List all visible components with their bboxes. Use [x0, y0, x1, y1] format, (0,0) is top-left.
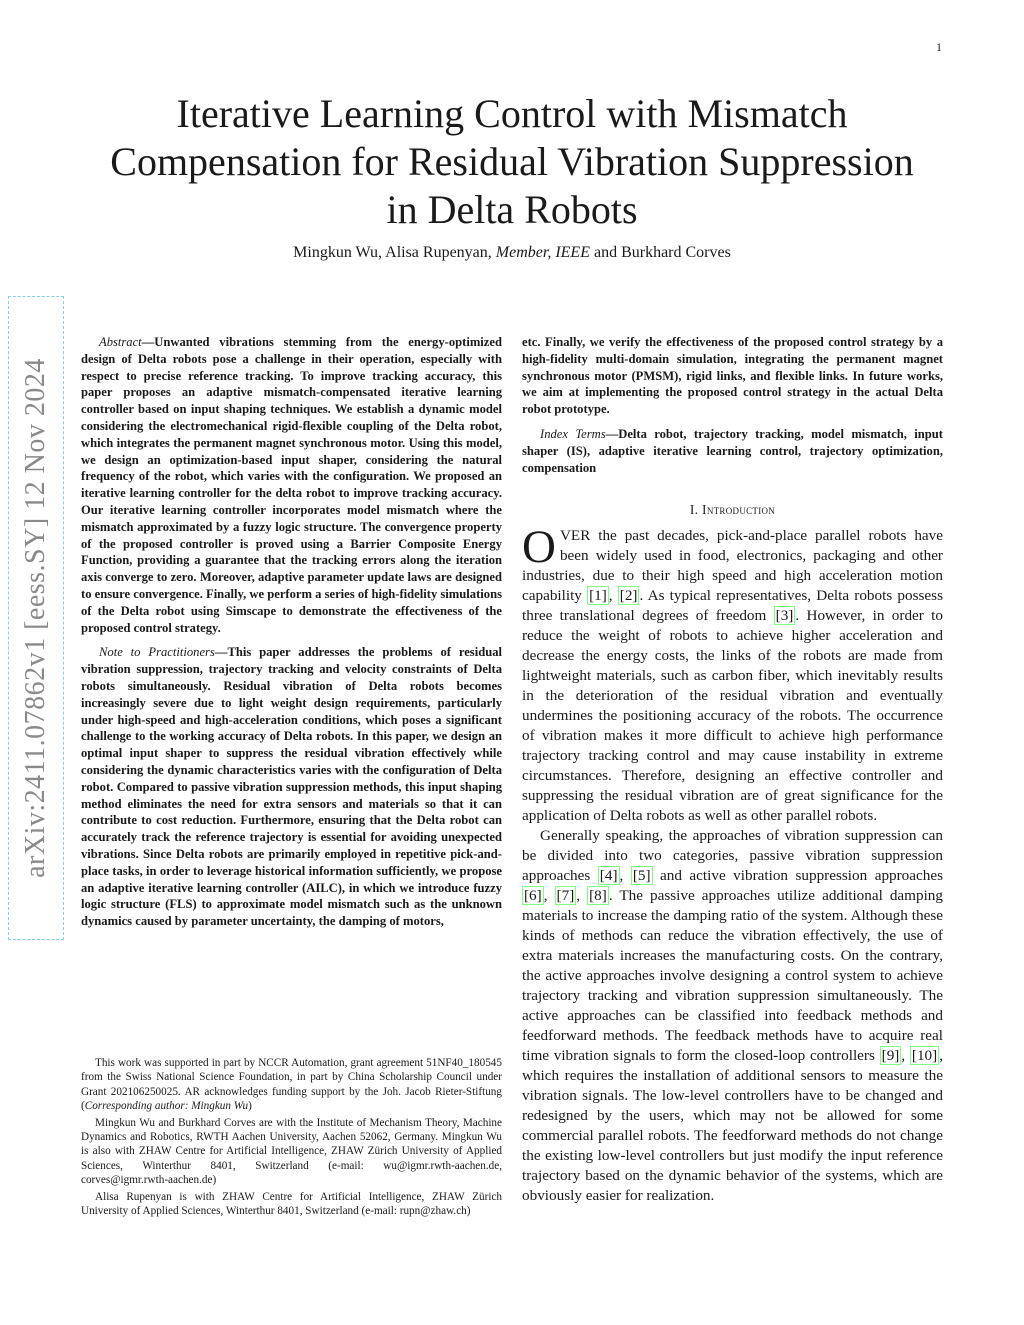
- citation-link[interactable]: [10]: [911, 1047, 938, 1065]
- index-terms: [522, 426, 943, 476]
- paragraph-text: . The passive approaches utilize additional damping materials to increase the damping ratio of the system. Although these kinds of methods can reduce the vibration effectively, the use of extra materials increases the manufacturing costs. On the contrary, the active approaches involve designing a control system to achieve trajectory tracking and vibration suppression simultaneously. The active approaches can be classified into feedback methods and feedforward methods. The feedback methods have to acquire real time vibration signals to form the closed-loop controllers: [522, 887, 943, 1065]
- citation-link[interactable]: [2]: [619, 587, 638, 605]
- citation-link[interactable]: [7]: [556, 887, 575, 905]
- intro-paragraph-2: [522, 826, 943, 1206]
- citation-link[interactable]: [9]: [881, 1047, 900, 1065]
- paper-title: [80, 90, 944, 234]
- title-line: Compensation for Residual Vibration Suppression: [110, 139, 914, 184]
- footnote-affiliation-2: Alisa Rupenyan is with ZHAW Centre for Artificial Intelligence, ZHAW Zürich University of Applied Sciences, Winterthur 8401, Switzerland (e-mail: rupn@zhaw.ch): [81, 1190, 502, 1218]
- abstract-label: Abstract: [99, 335, 142, 349]
- funding-text: This work was supported in part by NCCR Automation, grant agreement 51NF40_180545 from the Swiss National Science Foundation, in part by China Scholarship Council under Grant 202106250025. AR acknowledges funding support by the Joh. Jacob Rieter-Stiftung (: [81, 1057, 502, 1113]
- page-number: 1: [936, 40, 942, 54]
- authors-membership: Member, IEEE: [495, 244, 590, 261]
- footnote-affiliation-1: Mingkun Wu and Burkhard Corves are with the Institute of Mechanism Theory, Machine Dynamics and Robotics, RWTH Aachen University, Aachen 52062, Germany. Mingkun Wu is also with ZHAW Centre for Artificial Intelligence, ZHAW Zürich University of Applied Sciences, Winterthur 8401, Switzerland (e-mail: wu@igmr.rwth-aachen.de, corves@igmr.rwth-aachen.de): [81, 1116, 502, 1187]
- index-terms-label: Index Terms: [540, 426, 606, 441]
- paragraph-text: and active vibration suppression approaches: [652, 867, 944, 885]
- paragraph-text: ,: [576, 887, 588, 905]
- note-text: —This paper addresses the problems of residual vibration suppression, trajectory tracking and velocity constraints of Delta robots simultaneously. Residual vibration of Delta robots becomes increasingly severe due to light weight design requirements, particularly under high-speed and high-acceleration conditions, which poses a significant challenge to the working accuracy of Delta robots. In this paper, we design an optimal input shaper to suppress the residual vibration effectively while considering the dynamic characteristics varies with the configuration of Delta robot. Compared to passive vibration suppression methods, this input shaping method eliminates the need for extra sensors and materials so that it can contribute to cost reduction. Furthermore, ensuring that the Delta robot can accurately track the reference trajectory is essential for avoiding unexpected vibrations. Since Delta robots are primarily employed in repetitive pick-and-place tasks, in order to leverage historical information sufficiently, we propose an adaptive iterative learning controller (AILC), in which we introduce fuzzy logic structure (FLS) to approximate model mismatch such as the unknown dynamics caused by parameter uncertainty, the damping of motors,: [81, 645, 502, 929]
- author-list: [80, 244, 944, 262]
- right-column: [522, 334, 943, 1206]
- note-label: Note to Practitioners: [99, 645, 215, 660]
- paragraph-text: ,: [608, 587, 618, 605]
- paragraph-text: ,: [901, 1047, 910, 1065]
- intro-paragraph-1: [522, 521, 943, 826]
- citation-link[interactable]: [8]: [589, 887, 607, 905]
- citation-link[interactable]: [6]: [524, 887, 542, 905]
- footnotes: [81, 1056, 502, 1220]
- paragraph-text: VER the past decades, pick-and-place parallel robots have been widely used in food, electronics, packaging and other industries, due to their high speed and high acceleration motion capability: [522, 527, 943, 605]
- funding-text-end: ): [248, 1100, 252, 1113]
- citation-link[interactable]: [1]: [589, 587, 607, 605]
- authors-part1: Mingkun Wu, Alisa Rupenyan,: [293, 244, 492, 261]
- authors-part2: and Burkhard Corves: [593, 244, 731, 261]
- paragraph-text: ,: [543, 887, 555, 905]
- citation-link[interactable]: [5]: [632, 867, 651, 885]
- note-to-practitioners: [81, 644, 502, 930]
- left-column: [81, 334, 502, 930]
- paragraph-text: . As typical representatives, Delta robots possess three translational degrees of freedom: [522, 587, 943, 625]
- abstract: [81, 334, 502, 636]
- paragraph-text: , which requires the installation of additional sensors to measure the vibration signals. The low-level controllers have to be changed and redesigned by the users, which may not be allowed for some commercial parallel robots. The feedforward methods do not change the existing low-level controllers but just modify the input reference trajectory based on the dynamic behavior of the systems, which are obviously easier for realization.: [522, 1047, 944, 1205]
- citation-link[interactable]: [4]: [599, 867, 618, 885]
- paragraph-text: . However, in order to reduce the weight of robots to achieve higher acceleration and decrease the energy costs, the links of the robots are made from lightweight materials, such as carbon fiber, which inevitably results in the deterioration of the residual vibration and eventually undermines the positioning accuracy of the robots. The occurrence of vibration makes it more difficult to achieve high performance trajectory tracking control and may cause instability in extreme circumstances. Therefore, designing an effective controller and suppressing the residual vibration are of great significance for the application of Delta robots as well as other parallel robots.: [522, 607, 943, 825]
- arxiv-identifier-text: arXiv:2411.07862v1 [eess.SY] 12 Nov 2024: [20, 358, 51, 878]
- footnote-funding: [81, 1056, 502, 1114]
- paragraph-text: ,: [619, 867, 631, 885]
- abstract-text: —Unwanted vibrations stemming from the energy-optimized design of Delta robots pose a challenge in their operation, especially with respect to precise reference tracking. To improve tracking accuracy, this paper proposes an adaptive mismatch-compensated iterative learning controller based on input shaping techniques. We establish a dynamic model considering the electromechanical rigid-flexible coupling of the Delta robot, which integrates the permanent magnet synchronous motor. Using this model, we design an optimization-based input shaper, considering the natural frequency of the robot, which varies with the configuration. We proposed an iterative learning controller for the delta robot to improve tracking accuracy. Our iterative learning controller incorporates model mismatch where the mismatch approximated by a fuzzy logic structure. The convergence property of the proposed controller is proved using a Barrier Composite Energy Function, providing a guarantee that the tracking errors along the iteration axis converge to zero. Moreover, adaptive parameter update laws are designed to ensure convergence. Finally, we perform a series of high-fidelity simulations of the Delta robot using Simscape to demonstrate the effectiveness of the proposed control strategy.: [81, 335, 502, 635]
- dropcap-letter: O: [522, 521, 556, 574]
- title-line: in Delta Robots: [386, 187, 638, 232]
- section-heading-introduction: I. Introduction: [689, 502, 776, 518]
- citation-link[interactable]: [3]: [775, 607, 794, 625]
- corresponding-author: Corresponding author: Mingkun Wu: [84, 1100, 249, 1113]
- index-terms-text: —Delta robot, trajectory tracking, model mismatch, input shaper (IS), adaptive iterative learning control, trajectory optimization, compensation: [522, 426, 943, 475]
- title-line: Iterative Learning Control with Mismatch: [176, 91, 848, 136]
- arxiv-identifier-stamp[interactable]: [8, 296, 64, 940]
- note-continuation: etc. Finally, we verify the effectiveness of the proposed control strategy by a high-fidelity multi-domain simulation, integrating the permanent magnet synchronous motor (PMSM), rigid links, and flexible links. In future works, we aim at implementing the proposed control strategy in the actual Delta robot prototype.: [522, 335, 943, 417]
- paragraph-text: Generally speaking, the approaches of vibration suppression can be divided into two categories, passive vibration suppression approaches: [522, 827, 943, 885]
